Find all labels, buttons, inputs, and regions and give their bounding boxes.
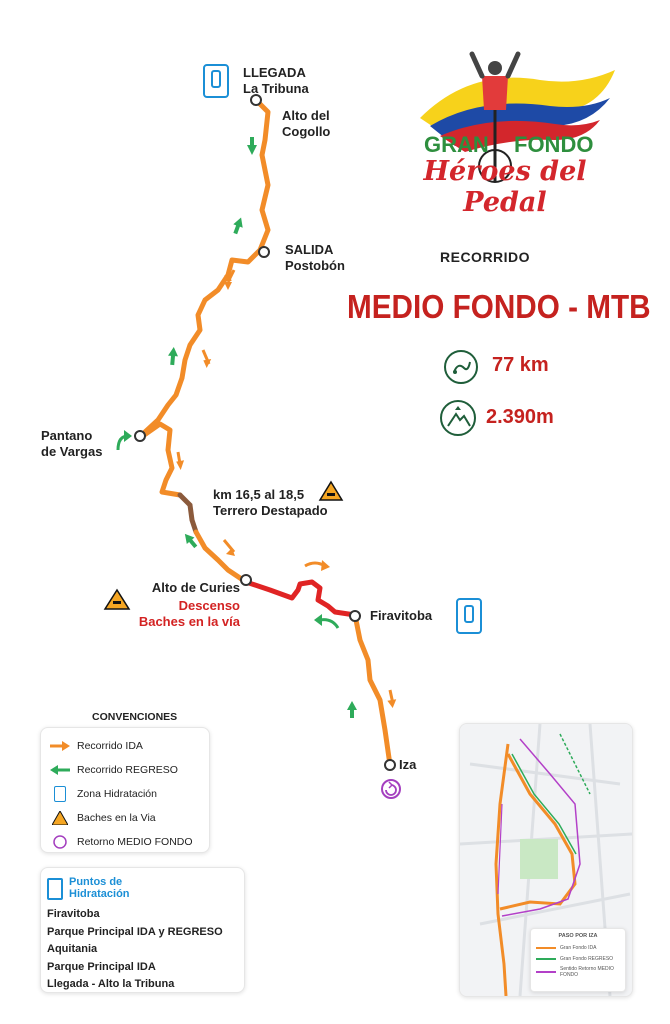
logo-gran: GRAN [424,132,489,157]
label-postobon: Postobón [285,258,345,273]
label-iza [399,757,416,773]
logo-heroes: Héroes del Pedal [423,156,587,218]
green-arrows [167,137,357,718]
hidratacion-item: Aquitania [47,943,98,955]
label-llegada [243,65,309,97]
inset-legend-ida: Gran Fondo IDA [560,944,597,951]
label-alto-del: Alto del [282,108,330,123]
inset-legend-regreso: Gran Fondo REGRESO [560,955,614,962]
label-baches-text: Baches en la vía [138,614,240,629]
label-salida-text: SALIDA [285,242,334,257]
legend-retorno-label: Retorno MEDIO FONDO [77,836,193,848]
route-ida-path [140,100,268,495]
distance-icon [444,350,478,384]
return-icon-legend [49,835,71,849]
legend-baches [49,806,201,830]
hydration-icon [49,786,71,802]
hidratacion-title-1: Puntos de [69,876,123,888]
label-la-tribuna: La Tribuna [243,81,309,96]
label-terrero-text: Terrero Destapado [213,503,328,518]
hidratacion-item: Parque Principal IDA [47,960,156,973]
hidratacion-item: Llegada - Alto la Tribuna [47,978,175,990]
logo-fondo: FONDO [514,132,594,157]
hidratacion-title-2: Hidratación [69,888,130,900]
hydration-icon-card [47,878,63,900]
label-descenso-text: Descenso [178,598,240,613]
route-dirt-segment [180,495,196,532]
hydration-icon-firavitoba [456,598,482,634]
green-curve-firavitoba [320,620,338,628]
route-ida-path-2 [196,532,246,582]
legend-retorno [49,830,201,854]
inset-legend-retorno: Sentido Retorno MEDIO FONDO [560,966,614,978]
route-descent-segment [246,582,355,615]
convenciones-card [40,727,210,853]
label-descenso [110,598,240,630]
label-km-range: km 16,5 al 18,5 [213,487,305,502]
label-de-vargas: de Vargas [41,444,103,459]
inset-map [459,723,633,997]
label-llegada-text: LLEGADA [243,65,306,80]
orange-arrow-icon [49,741,71,751]
legend-ida [49,734,201,758]
legend-ida-label: Recorrido IDA [77,740,143,752]
label-salida [285,242,345,274]
label-alto-cogollo [282,108,330,140]
elevation-value: 2.390m [486,406,554,428]
green-arrow-icon [49,765,71,775]
hydration-icon-llegada [203,64,229,98]
hidratacion-card [40,867,245,993]
label-iza-text: Iza [399,757,417,772]
legend-baches-label: Baches en la Via [77,812,156,824]
event-logo [410,48,625,218]
hidratacion-item: Parque Principal IDA y REGRESO [47,925,223,938]
route-ida-path-3 [355,615,390,765]
label-alto-curies-text: Alto de Curies [151,580,240,595]
legend-hidratacion [49,782,201,806]
hidratacion-item: Firavitoba [47,908,100,920]
label-firavitoba-text: Firavitoba [370,608,433,623]
page-title: MEDIO FONDO - MTB [347,288,651,325]
distance-value: 77 km [492,354,549,376]
legend-regreso [49,758,201,782]
inset-legend [530,928,626,992]
label-firavitoba [370,608,432,624]
label-alto-curies [134,580,240,596]
legend-hidratacion-label: Zona Hidratación [77,788,157,800]
recorrido-label: RECORRIDO [440,249,531,265]
convenciones-title: CONVENCIONES [92,711,178,723]
legend-regreso-label: Recorrido REGRESO [77,764,178,776]
label-terrero [213,487,328,519]
elevation-icon [440,400,476,436]
label-cogollo: Cogollo [282,124,331,139]
label-pantano [41,428,102,460]
label-pantano-text: Pantano [41,428,93,443]
warning-icon [49,811,71,825]
inset-title: PASO POR IZA [558,933,598,939]
